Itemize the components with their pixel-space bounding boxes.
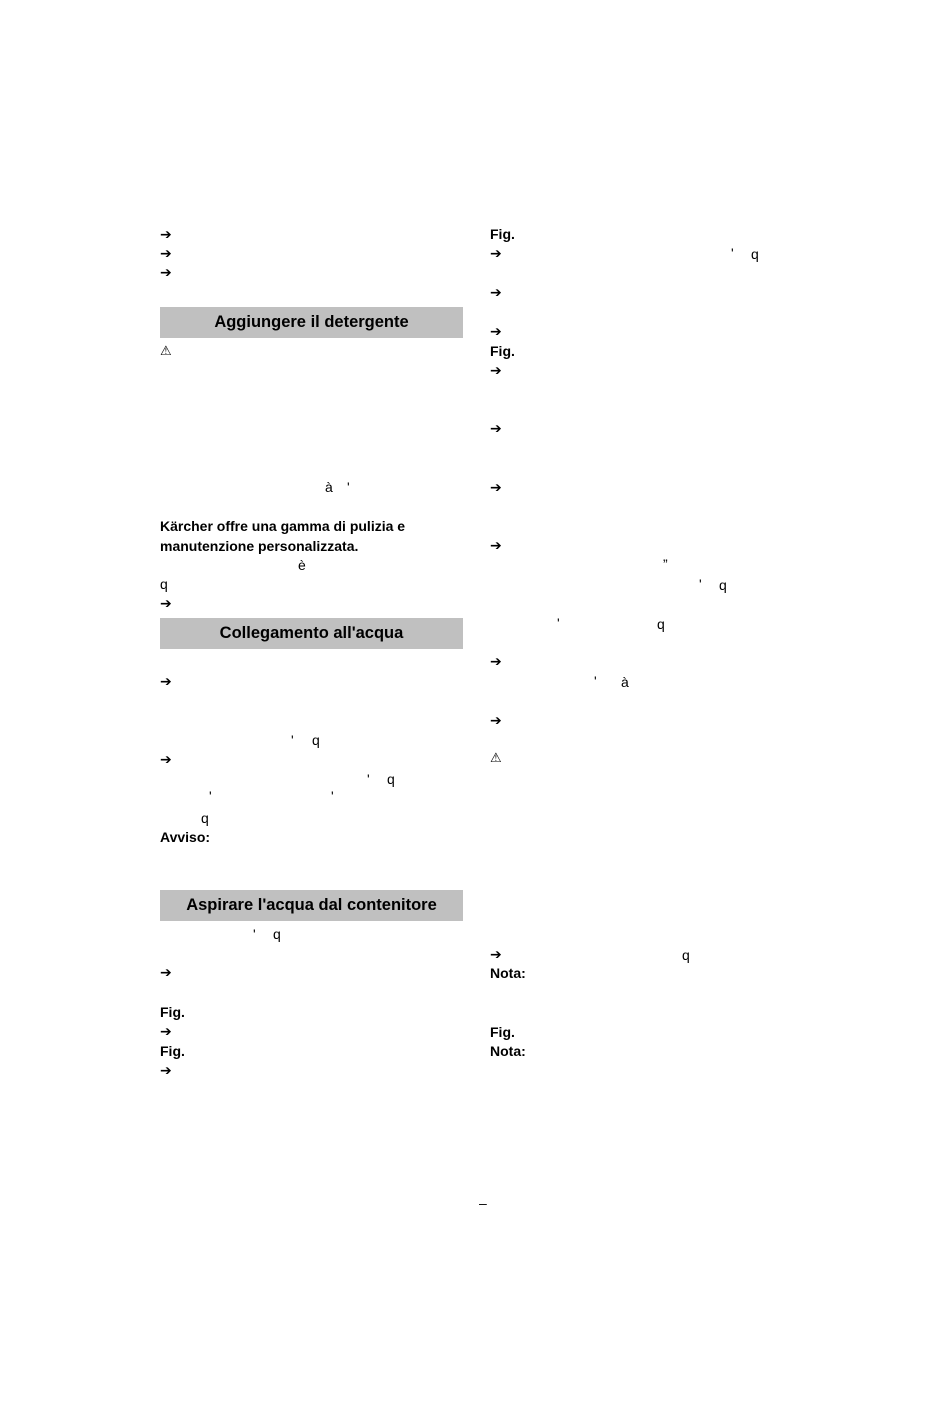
- text-fragment: ': [347, 479, 350, 495]
- arrow-icon: ➔: [490, 653, 502, 669]
- arrow-icon: ➔: [490, 323, 502, 339]
- page-number-mark: –: [479, 1195, 487, 1211]
- arrow-icon: ➔: [160, 595, 172, 611]
- text-fragment: ': [557, 615, 560, 631]
- text-fragment: q: [657, 616, 665, 632]
- avviso-label: Avviso:: [160, 829, 211, 845]
- arrow-icon: ➔: [490, 420, 502, 436]
- text-fragment: q: [160, 576, 168, 592]
- text-fragment: à: [325, 479, 333, 495]
- text-fragment: q: [751, 246, 759, 262]
- arrow-icon: ➔: [490, 362, 502, 378]
- section-heading-detergente: Aggiungere il detergente: [160, 307, 463, 338]
- text-fragment: ': [253, 926, 256, 942]
- text-fragment: ”: [663, 556, 668, 572]
- nota-label: Nota:: [490, 965, 526, 981]
- text-fragment: ': [594, 673, 597, 689]
- arrow-icon: ➔: [490, 284, 502, 300]
- arrow-icon: ➔: [490, 479, 502, 495]
- text-fragment: ': [731, 245, 734, 261]
- text-fragment: q: [719, 577, 727, 593]
- nota-label: Nota:: [490, 1043, 526, 1059]
- text-fragment: q: [387, 771, 395, 787]
- fig-label: Fig.: [160, 1004, 185, 1020]
- text-fragment: ': [291, 732, 294, 748]
- section-heading-acqua: Collegamento all'acqua: [160, 618, 463, 649]
- text-fragment: q: [312, 732, 320, 748]
- arrow-icon: ➔: [160, 1062, 172, 1078]
- text-fragment: q: [682, 947, 690, 963]
- arrow-icon: ➔: [160, 1023, 172, 1039]
- arrow-icon: ➔: [490, 712, 502, 728]
- fig-label: Fig.: [490, 343, 515, 359]
- warning-icon: ⚠: [490, 750, 502, 765]
- arrow-icon: ➔: [160, 264, 172, 280]
- arrow-icon: ➔: [160, 673, 172, 689]
- arrow-icon: ➔: [160, 751, 172, 767]
- text-fragment: ': [699, 576, 702, 592]
- arrow-icon: ➔: [160, 245, 172, 261]
- fig-label: Fig.: [490, 226, 515, 242]
- arrow-icon: ➔: [490, 537, 502, 553]
- arrow-icon: ➔: [490, 946, 502, 962]
- fig-label: Fig.: [160, 1043, 185, 1059]
- text-fragment: q: [201, 810, 209, 826]
- arrow-icon: ➔: [160, 964, 172, 980]
- text-fragment: à: [621, 674, 629, 690]
- arrow-icon: ➔: [160, 226, 172, 242]
- arrow-icon: ➔: [490, 245, 502, 261]
- fig-label: Fig.: [490, 1024, 515, 1040]
- text-fragment: q: [273, 926, 281, 942]
- karcher-text-line-1: Kärcher offre una gamma di pulizia e: [160, 518, 406, 534]
- text-fragment: ': [209, 788, 212, 804]
- text-fragment: è: [298, 557, 306, 573]
- section-heading-aspirare: Aspirare l'acqua dal contenitore: [160, 890, 463, 921]
- text-fragment: ': [367, 771, 370, 787]
- text-fragment: ': [331, 788, 334, 804]
- warning-icon: ⚠: [160, 343, 172, 358]
- karcher-text-line-2: manutenzione personalizzata.: [160, 538, 359, 554]
